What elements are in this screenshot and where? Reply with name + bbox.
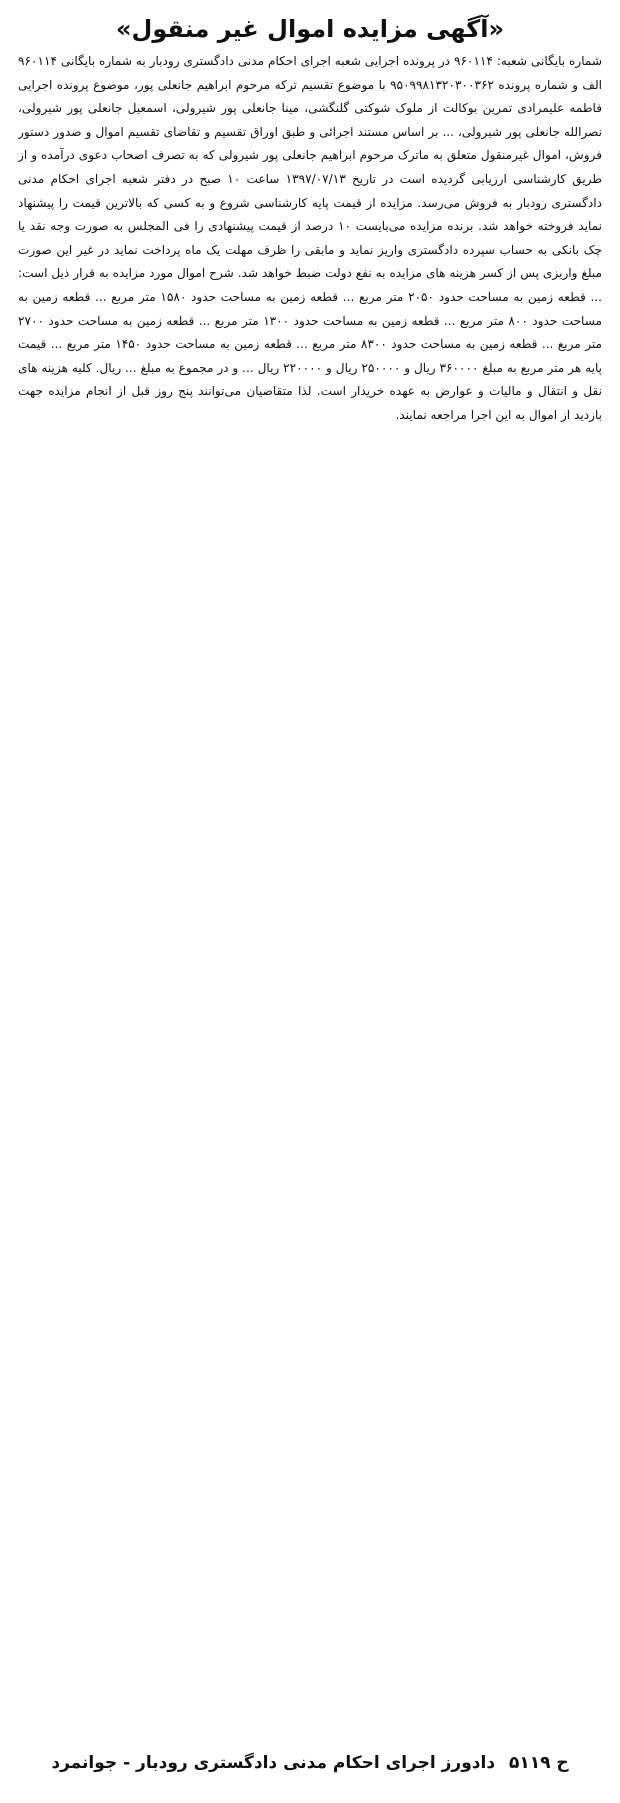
notice-reference: ح ۵۱۱۹ (508, 1753, 569, 1773)
notice-title: «آگهی مزایده اموال غیر منقول» (116, 15, 504, 43)
notice-footer (8, 1753, 612, 1773)
notice-body: شماره بایگانی شعبه: ۹۶۰۱۱۴ در پرونده اجرایی شعبه اجرای احکام مدنی دادگستری رودبار به شماره بایگانی ۹۶۰۱۱۴ الف و شماره پرونده ۹۵۰۹۹۸۱۳۲۰۳۰۰۳۶۲ با موضوع تقسیم ترکه مرحوم ابراهیم جانعلی پور، موضوع پرونده اجرایی فاطمه علیمرادی تمرین بوکالت از ملوک شوکتی گلنگشی، مینا جانعلی پور شیرولی، اسمعیل جانعلی پور شیرولی، نصرالله جانعلی پور شیرولی، ... بر اساس مستند اجرائی و طبق اوراق تقسیم و تقاضای تقسیم اموال و صدور دستور فروش، اموال غیرمنقول متعلق به ماترک مرحوم ابراهیم جانعلی پور شیرولی که به تصرف اصحاب دعوی درآمده و از طریق کارشناسی ارزیابی گردیده است در تاریخ ۱۳۹۷/۰۷/۱۳ ساعت ۱۰ صبح در دفتر شعبه اجرای احکام مدنی دادگستری رودبار به فروش می‌رسد. مزایده از قیمت پایه کارشناسی شروع و به کسی که بالاترین قیمت را پیشنهاد نماید فروخته خواهد شد. برنده مزایده می‌بایست ۱۰ درصد از قیمت پیشنهادی را فی المجلس به صورت وجه نقد یا چک بانکی به حساب سپرده دادگستری واریز نماید و مابقی را ظرف مهلت یک ماه پرداخت نماید در غیر این صورت مبلغ واریزی پس از کسر هزینه های مزایده به نفع دولت ضبط خواهد شد. شرح اموال مورد مزایده به قرار ذیل است: ... قطعه زمین به مساحت حدود ۲۰۵۰ متر مربع ... قطعه زمین به مساحت حدود ۱۵۸۰ متر مربع ... قطعه زمین به مساحت حدود ۸۰۰ متر مربع ... قطعه زمین به مساحت حدود ۱۳۰۰ متر مربع ... قطعه زمین به مساحت حدود ۲۷۰۰ متر مربع ... قطعه زمین به مساحت حدود ۸۳۰۰ متر مربع ... قطعه زمین به مساحت حدود ۱۴۵۰ متر مربع ... قیمت پایه هر متر مربع به مبلغ ۳۶۰۰۰۰ ریال و ۲۵۰۰۰۰ ریال و ۲۲۰۰۰۰ ریال ... و در مجموع به مبلغ ... ریال. کلیه هزینه های نقل و انتقال و مالیات و عوارض به عهده خریدار است. لذا متقاضیان می‌توانند پنج روز قبل از انجام مزایده جهت بازدید از اموال به این اجرا مراجعه نمایند. (18, 54, 602, 422)
auction-notice (8, 8, 612, 1787)
notice-issuer: دادورز اجرای احکام مدنی دادگستری رودبار - جوانمرد (51, 1753, 496, 1773)
